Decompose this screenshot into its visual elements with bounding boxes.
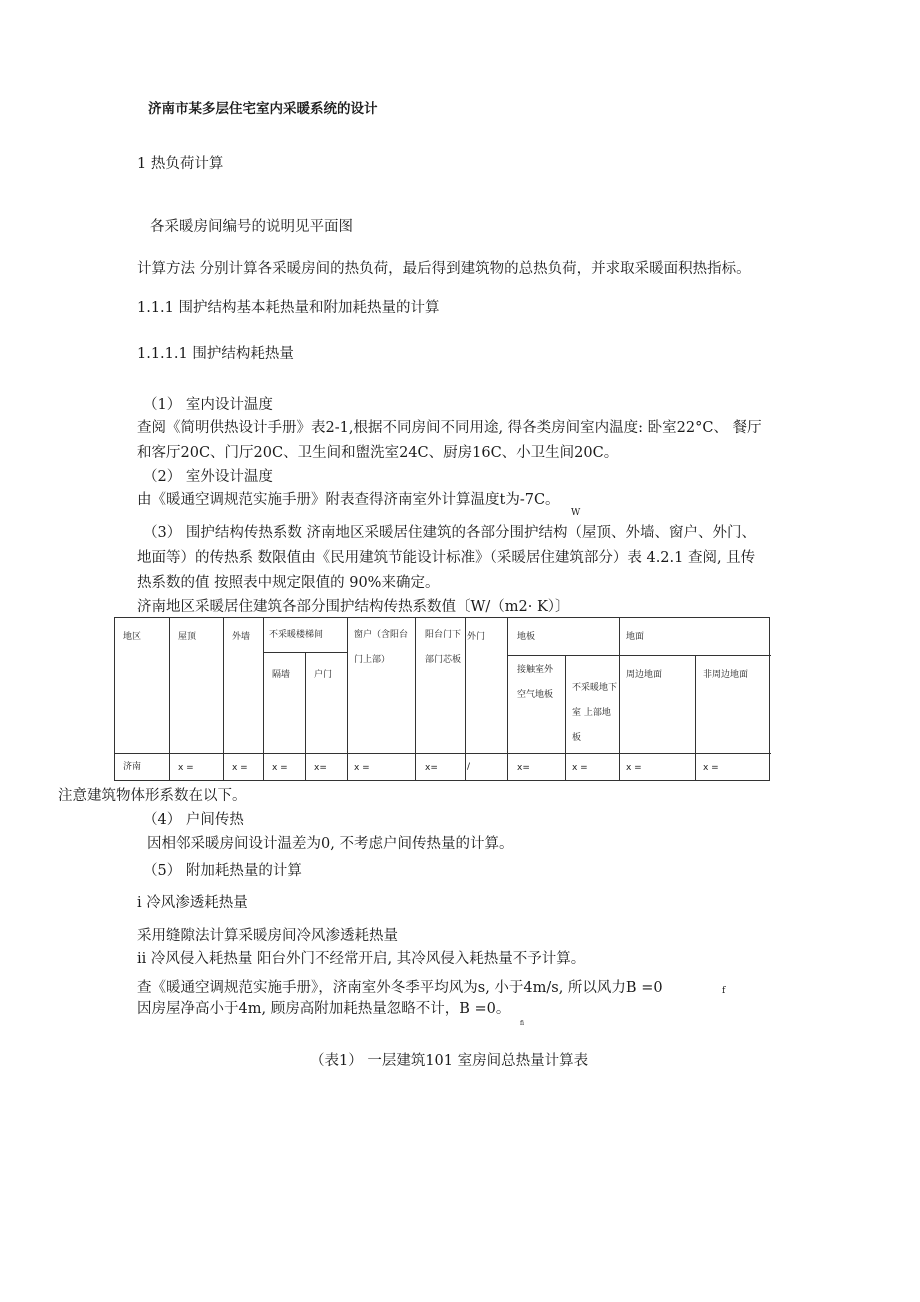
method-text: 计算方法 分别计算各采暖房间的热负荷，最后得到建筑物的总热负荷，并求取采暖面积热指标。: [137, 261, 751, 277]
item3-line1: （3） 围护结构传热系数 济南地区采暖居住建筑的各部分围护结构（屋顶、外墙、窗户、外门、: [143, 525, 756, 541]
header-wall: 外墙: [232, 632, 251, 642]
value-ground-edge: x =: [626, 763, 642, 773]
value-roof: x =: [178, 763, 194, 773]
value-door: x=: [314, 763, 327, 773]
infiltration-line1: 采用缝隙法计算采暖房间冷风渗透耗热量: [137, 928, 398, 944]
infiltration-title: i 冷风渗透耗热量: [137, 895, 248, 911]
row-region: 济南: [123, 762, 142, 772]
header-ground-edge: 周边地面: [626, 670, 663, 680]
heading-1-1-1: 1.1.1 围护结构基本耗热量和附加耗热量的计算: [137, 300, 440, 316]
heading-1-1-1-1: 1.1.1.1 围护结构耗热量: [137, 346, 294, 362]
header-ground: 地面: [626, 632, 645, 642]
item1-line2: 和客厅20C、门厅20C、卫生间和盥洗室24C、厨房16C、小卫生间20C。: [137, 445, 619, 461]
intrusion-line1: ii 冷风侵入耗热量 阳台外门不经常开启, 其冷风侵入耗热量不予计算。: [137, 951, 586, 967]
value-window: x =: [354, 763, 370, 773]
header-stair: 不采暖楼梯间: [269, 630, 324, 640]
item4-title: （4） 户间传热: [143, 812, 244, 828]
header-balcony: 阳台门下部门芯板: [425, 630, 462, 665]
item2-title: （2） 室外设计温度: [143, 469, 273, 485]
height-line1: 因房屋净高小于4m, 顾房高附加耗热量忽略不计，B =0。: [137, 1001, 511, 1017]
rooms-note: 各采暖房间编号的说明见平面图: [150, 219, 353, 235]
coefficient-table: [114, 617, 770, 781]
item3-line3: 热系数的值 按照表中规定限值的 90%来确定。: [137, 575, 440, 591]
item3-line2: 地面等）的传热系 数限值由《民用建筑节能设计标准》（采暖居住建筑部分）表 4.2.1 查阅, 且传: [137, 550, 756, 566]
header-window: 窗户（含阳台门上部）: [354, 630, 409, 665]
shape-factor-note: 注意建筑物体形系数在以下。: [58, 788, 247, 804]
wind-subscript: f: [722, 986, 726, 996]
height-subscript: fi: [520, 1020, 525, 1027]
header-roof: 屋顶: [178, 632, 197, 642]
header-ground-inner: 非周边地面: [703, 670, 749, 680]
header-door: 户门: [314, 670, 333, 680]
value-outer-door: /: [467, 762, 471, 772]
value-floor-basement: x =: [572, 763, 588, 773]
value-partition: x =: [272, 763, 288, 773]
item2-line1: 由《暖通空调规范实施手册》附表查得济南室外计算温度t为-7C。: [137, 492, 560, 508]
header-outer-door: 外门: [467, 632, 486, 642]
wind-line1: 查《暖通空调规范实施手册》，济南室外冬季平均风为s, 小于4m/s, 所以风力B =0: [137, 980, 663, 996]
page-title: 济南市某多层住宅室内采暖系统的设计: [148, 101, 378, 117]
header-floor-air: 接触室外空气地板: [517, 665, 554, 700]
value-floor-air: x=: [517, 763, 530, 773]
value-wall: x =: [232, 763, 248, 773]
value-ground-inner: x =: [703, 763, 719, 773]
header-floor: 地板: [517, 632, 536, 642]
header-region: 地区: [123, 632, 142, 642]
item4-line1: 因相邻采暖房间设计温差为0, 不考虑户间传热量的计算。: [147, 836, 514, 852]
item1-line1: 查阅《简明供热设计手册》表2-1,根据不同房间不同用途, 得各类房间室内温度: 卧室22°C、 餐厅: [137, 420, 762, 436]
item1-title: （1） 室内设计温度: [143, 397, 273, 413]
section-heading-1: 1 热负荷计算: [137, 156, 224, 172]
item5-title: （5） 附加耗热量的计算: [143, 863, 302, 879]
table1-caption: （表1） 一层建筑101 室房间总热量计算表: [310, 1053, 589, 1069]
header-floor-basement: 不采暖地下室 上部地 板: [572, 683, 618, 743]
value-balcony: x=: [425, 763, 438, 773]
table-caption: 济南地区采暖居住建筑各部分围护结构传热系数值〔W/（m2· K）〕: [137, 599, 570, 615]
item2-subscript: W: [571, 508, 581, 518]
header-partition: 隔墙: [272, 670, 291, 680]
